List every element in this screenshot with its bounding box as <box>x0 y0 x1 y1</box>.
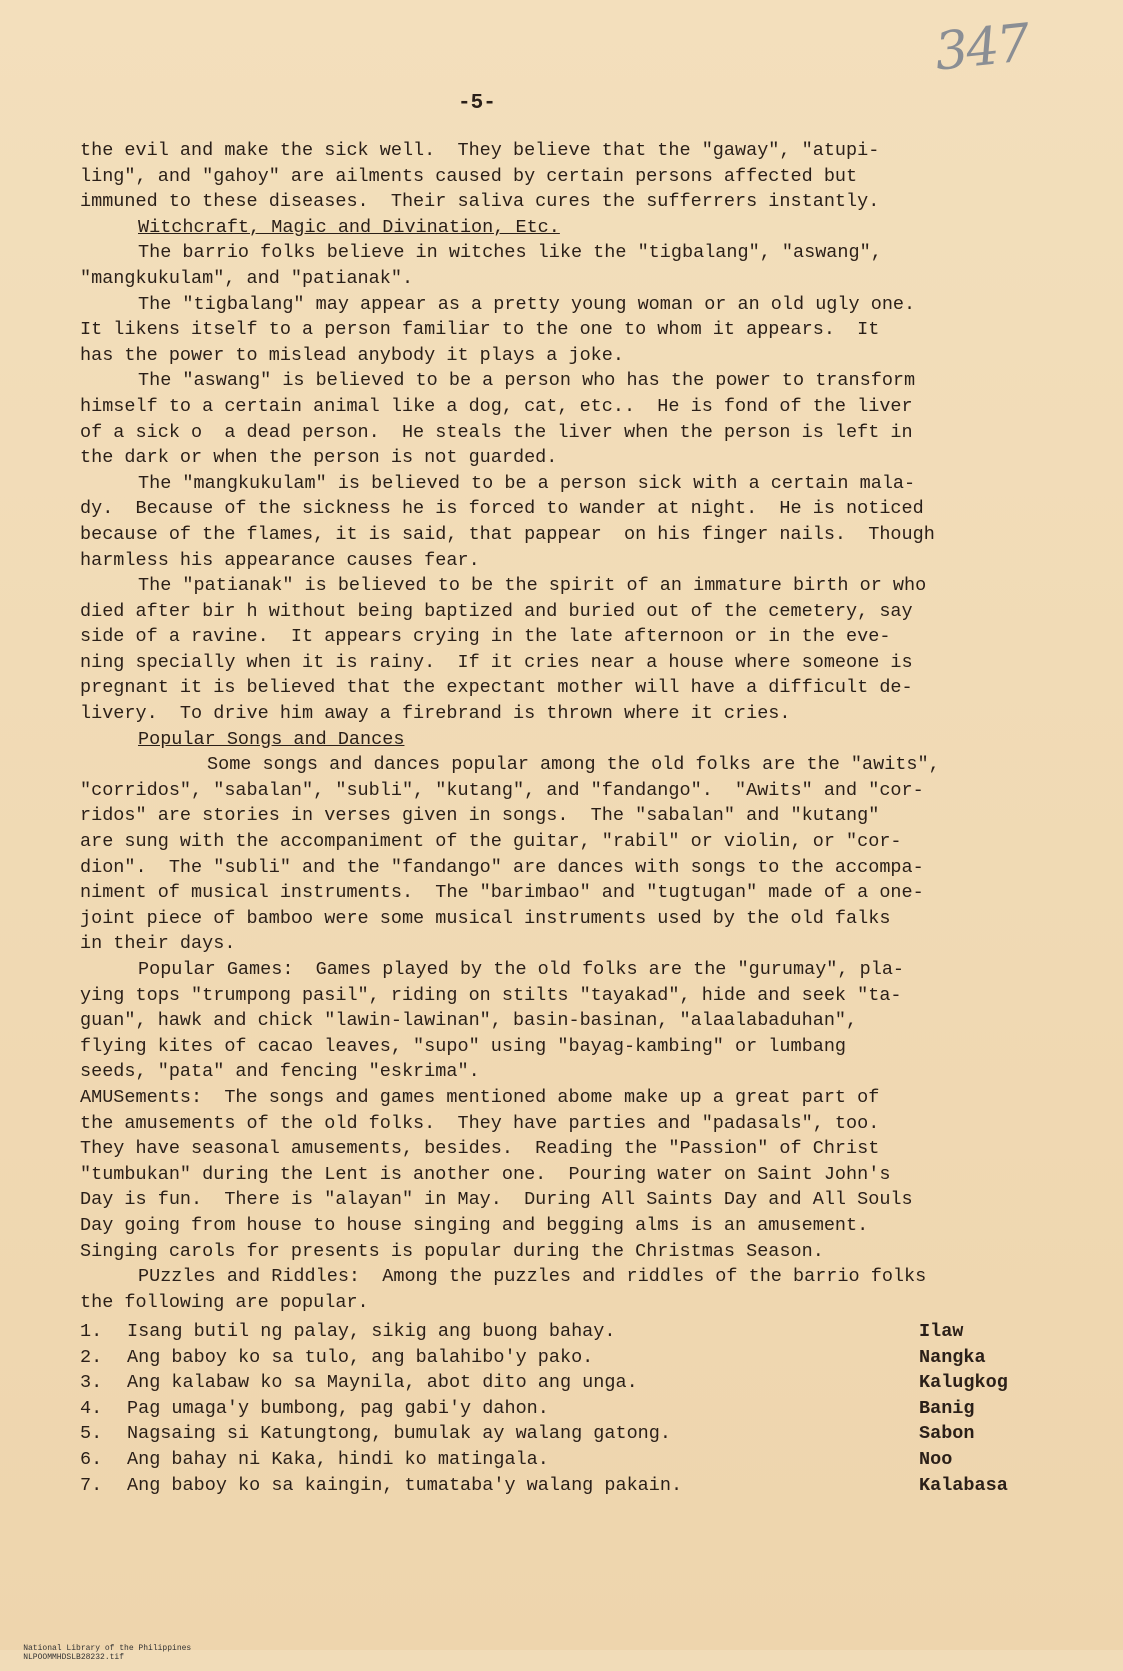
text-line: ling", and "gahoy" are ailments caused by certain persons affected but <box>80 165 858 187</box>
riddle-question: Ang baboy ko sa kaingin, tumataba'y walang pakain. <box>127 1474 683 1496</box>
riddle-answer: Nangka <box>919 1346 986 1368</box>
text-line: Some songs and dances popular among the old folks are the "awits", <box>207 754 940 776</box>
riddle-number: 1. <box>80 1321 103 1342</box>
riddle-answer: Ilaw <box>919 1321 964 1342</box>
text-line: the amusements of the old folks. They have parties and "padasals", too. <box>80 1112 880 1134</box>
footer-library: National Library of the Philippines <box>23 1644 192 1653</box>
riddle-number: 5. <box>80 1423 103 1445</box>
text-line: Popular Songs and Dances <box>138 728 405 750</box>
text-line: died after bir h without being baptized and buried out of the cemetery, say <box>80 600 913 622</box>
riddle-list <box>80 1319 1040 1498</box>
riddle-item <box>80 1447 1040 1473</box>
text-line: joint piece of bamboo were some musical instruments used by the old falks <box>80 907 891 929</box>
text-line: "tumbukan" during the Lent is another one. Pouring water on Saint John's <box>80 1163 891 1185</box>
riddle-question: Nagsaing si Katungtong, bumulak ay walang gatong. <box>127 1423 671 1445</box>
scan-footer <box>4 1635 213 1671</box>
text-line: They have seasonal amusements, besides. Reading the "Passion" of Christ <box>80 1138 880 1160</box>
riddle-item <box>80 1421 1040 1447</box>
text-line: the dark or when the person is not guarded. <box>80 447 558 469</box>
riddle-answer: Kalabasa <box>919 1474 1008 1496</box>
riddle-question: Isang butil ng palay, sikig ang buong bahay. <box>127 1321 616 1342</box>
riddle-item <box>80 1473 1040 1499</box>
handwritten-page-number: 347 <box>932 13 1032 83</box>
riddle-answer: Kalugkog <box>919 1372 1008 1394</box>
text-line: because of the flames, it is said, that pappear on his finger nails. Though <box>80 523 935 545</box>
riddle-item <box>80 1345 1040 1371</box>
text-line: flying kites of cacao leaves, "supo" using "bayag-kambing" or lumbang <box>80 1035 847 1057</box>
text-line: dy. Because of the sickness he is forced to wander at night. He is noticed <box>80 498 924 520</box>
text-line: harmless his appearance causes fear. <box>80 549 480 571</box>
riddle-item <box>80 1370 1040 1396</box>
text-line: pregnant it is believed that the expectant mother will have a difficult de- <box>80 677 913 699</box>
riddle-number: 7. <box>80 1474 103 1496</box>
riddle-number: 6. <box>80 1448 103 1470</box>
text-line: PUzzles and Riddles: Among the puzzles and riddles of the barrio folks <box>138 1266 927 1288</box>
text-line: dion". The "subli" and the "fandango" are dances with songs to the accompa- <box>80 856 924 878</box>
riddle-question: Pag umaga'y bumbong, pag gabi'y dahon. <box>127 1397 549 1419</box>
riddle-question: Ang baboy ko sa tulo, ang balahibo'y pako. <box>127 1346 594 1368</box>
footer-filename: NLPOOMMHDSLB28232.tif <box>23 1653 125 1662</box>
text-line: The "mangkukulam" is believed to be a person sick with a certain mala- <box>138 472 916 494</box>
riddle-answer: Sabon <box>919 1423 975 1445</box>
page-number: -5- <box>458 92 496 115</box>
text-line: Day going from house to house singing and begging alms is an amusement. <box>80 1214 869 1236</box>
riddle-number: 3. <box>80 1372 103 1394</box>
text-line: AMUSements: The songs and games mentioned abome make up a great part of <box>80 1086 880 1108</box>
text-line: side of a ravine. It appears crying in the late afternoon or in the eve- <box>80 626 891 648</box>
text-line: himself to a certain animal like a dog, cat, etc.. He is fond of the liver <box>80 395 913 417</box>
text-line: ridos" are stories in verses given in songs. The "sabalan" and "kutang" <box>80 805 880 827</box>
text-line: The "aswang" is believed to be a person who has the power to transform <box>138 370 916 392</box>
riddle-item <box>80 1396 1040 1422</box>
text-line: The "patianak" is believed to be the spirit of an immature birth or who <box>138 575 927 597</box>
text-line: are sung with the accompaniment of the guitar, "rabil" or violin, or "cor- <box>80 831 902 853</box>
body-text <box>80 138 1060 1315</box>
text-line: "mangkukulam", and "patianak". <box>80 267 414 289</box>
riddle-number: 2. <box>80 1346 103 1368</box>
riddle-question: Ang kalabaw ko sa Maynila, abot dito ang unga. <box>127 1372 638 1394</box>
text-line: of a sick o a dead person. He steals the liver when the person is left in <box>80 421 913 443</box>
text-line: "corridos", "sabalan", "subli", "kutang", and "fandango". "Awits" and "cor- <box>80 779 924 801</box>
riddle-answer: Banig <box>919 1397 975 1419</box>
text-line: Day is fun. There is "alayan" in May. During All Saints Day and All Souls <box>80 1189 913 1211</box>
text-line: the following are popular. <box>80 1291 369 1313</box>
text-line: ying tops "trumpong pasil", riding on stilts "tayakad", hide and seek "ta- <box>80 984 902 1006</box>
text-line: Singing carols for presents is popular during the Christmas Season. <box>80 1240 824 1262</box>
text-line: livery. To drive him away a firebrand is thrown where it cries. <box>80 703 791 725</box>
riddle-question: Ang bahay ni Kaka, hindi ko matingala. <box>127 1448 549 1470</box>
text-line: has the power to mislead anybody it plays a joke. <box>80 344 624 366</box>
text-line: guan", hawk and chick "lawin-lawinan", basin-basinan, "alaalabaduhan", <box>80 1010 858 1032</box>
text-line: Witchcraft, Magic and Divination, Etc. <box>138 216 560 238</box>
text-line: in their days. <box>80 933 236 955</box>
text-line: niment of musical instruments. The "barimbao" and "tugtugan" made of a one- <box>80 882 924 904</box>
text-line: It likens itself to a person familiar to the one to whom it appears. It <box>80 319 880 341</box>
text-line: the evil and make the sick well. They believe that the "gaway", "atupi- <box>80 140 880 161</box>
text-line: The barrio folks believe in witches like the "tigbalang", "aswang", <box>138 242 882 264</box>
text-line: immuned to these diseases. Their saliva cures the sufferrers instantly. <box>80 191 880 213</box>
text-line: Popular Games: Games played by the old folks are the "gurumay", pla- <box>138 959 905 980</box>
text-line: seeds, "pata" and fencing "eskrima". <box>80 1061 480 1083</box>
text-line: The "tigbalang" may appear as a pretty young woman or an old ugly one. <box>138 293 916 315</box>
riddle-answer: Noo <box>919 1448 953 1470</box>
text-line: ning specially when it is rainy. If it cries near a house where someone is <box>80 651 913 673</box>
riddle-item <box>80 1319 1040 1345</box>
riddle-number: 4. <box>80 1397 103 1419</box>
